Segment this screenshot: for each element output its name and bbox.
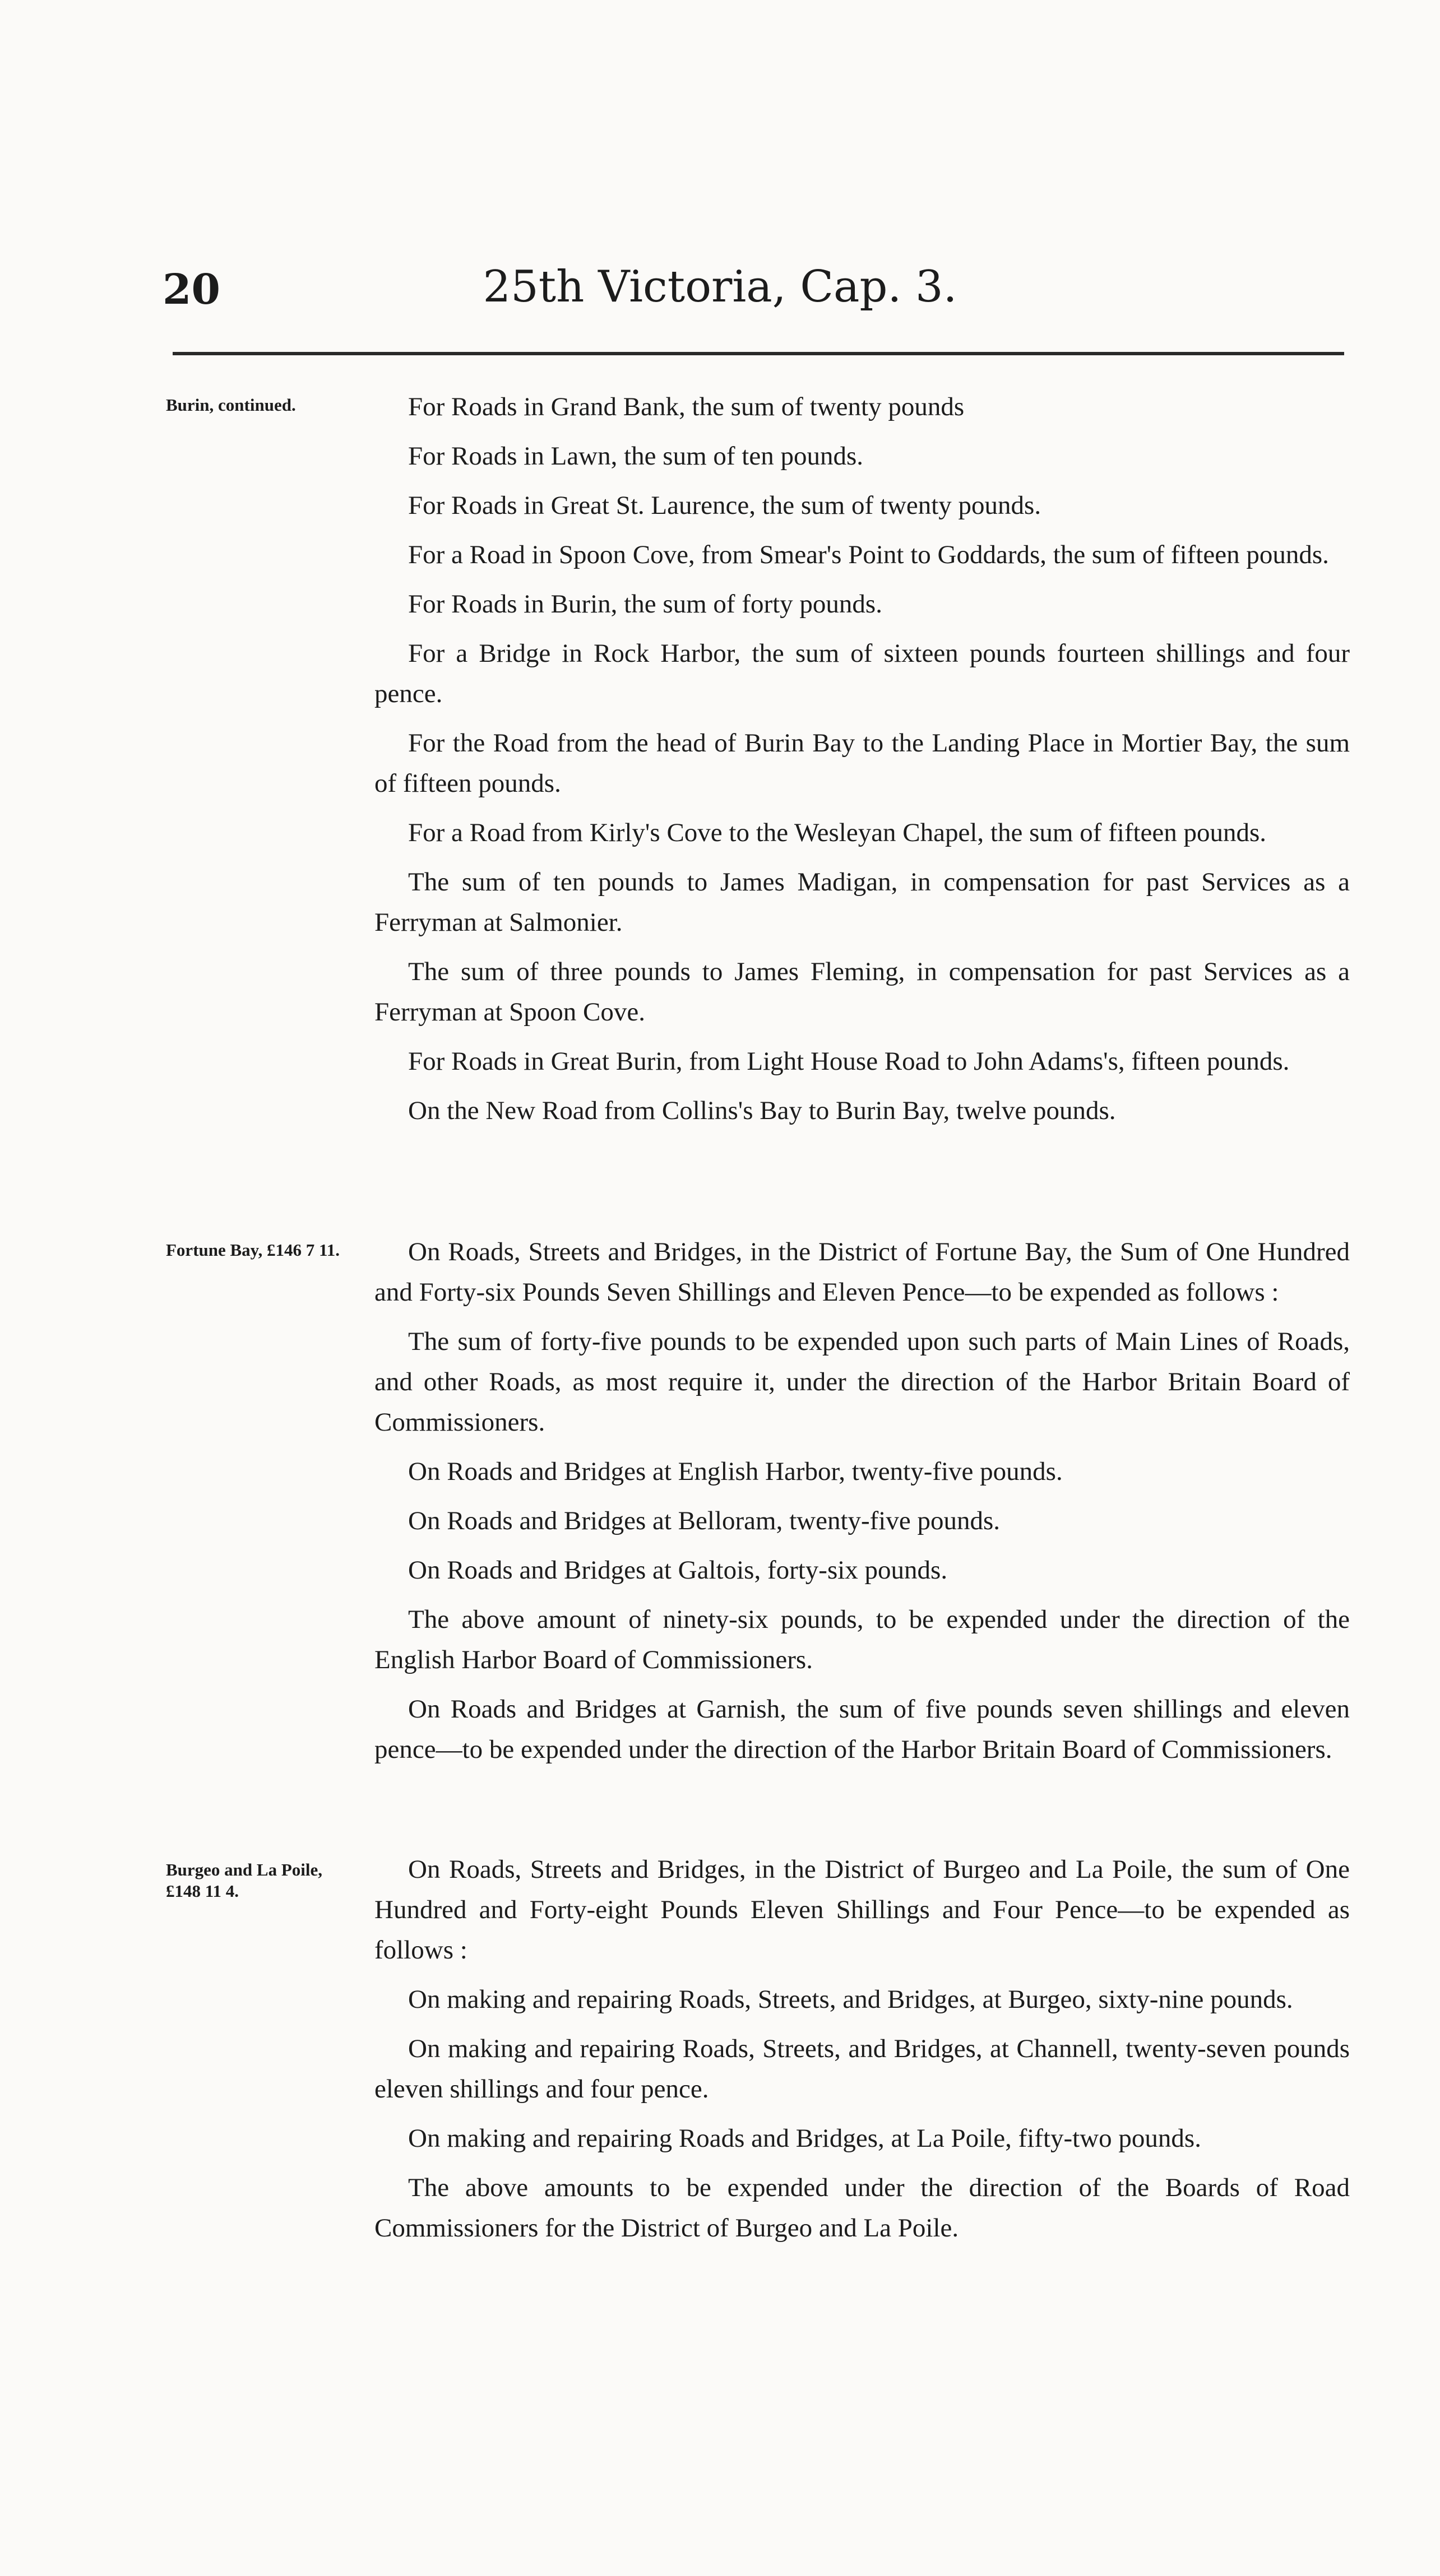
paragraph: The above amounts to be expended under the direction of the Boards of Road Commissioners for the District of Burgeo and La Poile.: [374, 2173, 1350, 2243]
paragraph: The above amount of ninety-six pounds, to be expended under the direction of the English Harbor Board of Commissioners.: [374, 1605, 1350, 1674]
paragraph: On making and repairing Roads and Bridges, at La Poile, fifty-two pounds.: [408, 2124, 1201, 2153]
paragraph: On the New Road from Collins's Bay to Burin Bay, twelve pounds.: [408, 1096, 1116, 1125]
paragraph: On Roads and Bridges at Galtois, forty-six pounds.: [408, 1556, 948, 1585]
paragraph: The sum of forty-five pounds to be expended upon such parts of Main Lines of Roads, and other Roads, as most require it, under the direction of the Harbor Britain Board of Commissioners.: [374, 1327, 1350, 1437]
margin-note-burin: Burin, continued.: [166, 395, 296, 415]
paragraph: On Roads and Bridges at Garnish, the sum of five pounds seven shillings and eleven pence—to be expended under the direction of the Harbor Britain Board of Commissioners.: [374, 1695, 1350, 1764]
section-burin: [374, 387, 1350, 1140]
section-burgeo-la-poile: [374, 1849, 1350, 2257]
paragraph: The sum of three pounds to James Fleming, in compensation for past Services as a Ferryman at Spoon Cove.: [374, 957, 1350, 1027]
paragraph: On making and repairing Roads, Streets, and Bridges, at Channell, twenty-seven pounds eleven shillings and four pence.: [374, 2034, 1350, 2104]
paragraph: For Roads in Burin, the sum of forty pounds.: [408, 590, 882, 619]
running-title: 25th Victoria, Cap. 3.: [483, 262, 957, 312]
paragraph: For Roads in Great St. Laurence, the sum of twenty pounds.: [408, 491, 1041, 520]
margin-note-burgeo: Burgeo and La Poile, £148 11 4.: [166, 1860, 323, 1901]
paragraph: For Roads in Lawn, the sum of ten pounds.: [408, 442, 863, 471]
paragraph: On Roads and Bridges at English Harbor, twenty-five pounds.: [408, 1457, 1063, 1486]
page-number: 20: [163, 266, 220, 314]
paragraph: For Roads in Grand Bank, the sum of twenty pounds: [408, 392, 965, 421]
paragraph: On Roads, Streets and Bridges, in the District of Fortune Bay, the Sum of One Hundred and Forty-six Pounds Seven Shillings and Eleven Pence—to be expended as follows :: [374, 1237, 1350, 1307]
paragraph: On Roads, Streets and Bridges, in the District of Burgeo and La Poile, the sum of One Hundred and Forty-eight Pounds Eleven Shillings and Four Pence—to be expended as follows :: [374, 1855, 1350, 1965]
paragraph: For a Road from Kirly's Cove to the Wesleyan Chapel, the sum of fifteen pounds.: [408, 818, 1267, 847]
paragraph: For Roads in Great Burin, from Light House Road to John Adams's, fifteen pounds.: [408, 1047, 1290, 1076]
paragraph: On Roads and Bridges at Belloram, twenty-five pounds.: [408, 1506, 1001, 1535]
paragraph: For the Road from the head of Burin Bay to the Landing Place in Mortier Bay, the sum of fifteen pounds.: [374, 728, 1350, 798]
paragraph: For a Bridge in Rock Harbor, the sum of sixteen pounds fourteen shillings and four pence.: [374, 639, 1350, 708]
page-header: [0, 263, 1440, 325]
margin-note-fortune-bay: Fortune Bay, £146 7 11.: [166, 1240, 340, 1260]
section-fortune-bay: [374, 1232, 1350, 1779]
paragraph: On making and repairing Roads, Streets, and Bridges, at Burgeo, sixty-nine pounds.: [408, 1985, 1293, 2014]
paragraph: The sum of ten pounds to James Madigan, in compensation for past Services as a Ferryman at Salmonier.: [374, 867, 1350, 937]
paragraph: For a Road in Spoon Cove, from Smear's Point to Goddards, the sum of fifteen pounds.: [408, 540, 1329, 569]
header-rule: [173, 352, 1344, 355]
